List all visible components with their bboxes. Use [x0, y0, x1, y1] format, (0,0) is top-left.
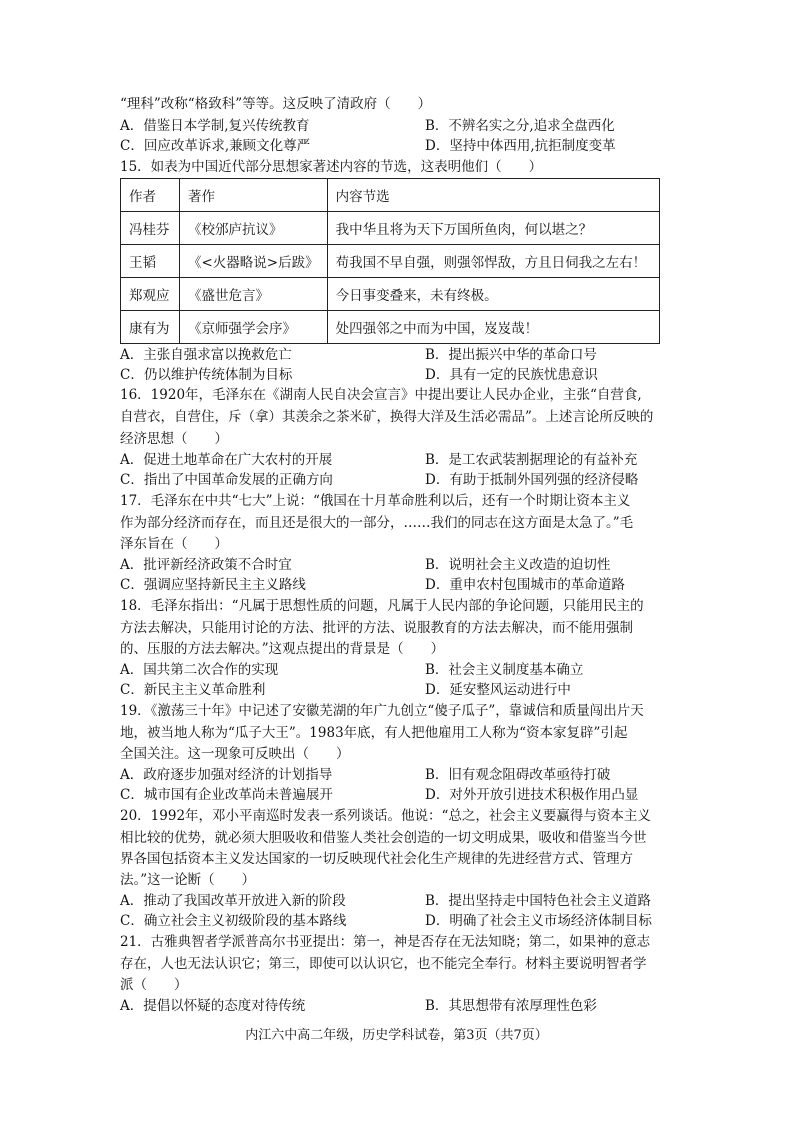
q17-stem-line-3: 泽东旨在（ ） — [120, 536, 228, 552]
table-header-cell: 作者 — [121, 179, 180, 212]
q14-option-a: A．借鉴日本学制,复兴传统教育 — [120, 118, 310, 134]
q15-stem: 15．如表为中国近代部分思想家著述内容的节选，这表明他们（ ） — [120, 159, 543, 175]
table-cell: 《京师强学会序》 — [180, 311, 328, 344]
q18-option-c: C．新民主主义革命胜利 — [120, 682, 266, 698]
table-header-row — [121, 179, 660, 212]
q21-stem-line-3: 派（ ） — [120, 977, 188, 993]
table-row — [121, 245, 660, 278]
q20-option-b: B．提出坚持走中国特色社会主义道路 — [425, 893, 651, 909]
table-header-cell: 内容节选 — [327, 179, 659, 212]
q17-option-b: B．说明社会主义改造的迫切性 — [425, 557, 611, 573]
q21-option-b: B．其思想带有浓厚理性色彩 — [425, 998, 597, 1014]
q20-option-d: D．明确了社会主义市场经济体制目标 — [425, 913, 652, 929]
table-row — [121, 311, 660, 344]
q20-stem-line-4: 法。”这一论断（ ） — [120, 872, 256, 888]
q20-stem-line-3: 界各国包括资本主义发达国家的一切反映现代社会化生产规律的先进经营方式、管理方 — [120, 851, 633, 867]
q15-option-b: B．提出振兴中华的革命口号 — [425, 347, 597, 363]
q16-stem-line-2: 自营衣，自营住，斥（拿）其羡余之茶米矿，换得大洋及生活必需品”。上述言论所反映的 — [120, 409, 654, 425]
table-cell: 王韬 — [121, 245, 180, 278]
q17-stem-line-2: 作为部分经济而存在，而且还是很大的一部分，……我们的同志在这方面是太急了。”毛 — [120, 515, 634, 531]
table-cell: 《盛世危言》 — [180, 278, 328, 311]
q15-option-d: D．具有一定的民族忧患意识 — [425, 367, 598, 383]
q16-option-a: A．促进土地革命在广大农村的开展 — [120, 452, 333, 468]
table-cell: 《校邠庐抗议》 — [180, 212, 328, 245]
table-row — [121, 212, 660, 245]
q15-option-c: C．仍以维护传统体制为目标 — [120, 367, 293, 383]
page-footer: 内江六中高二年级，历史学科试卷，第3页（共7页） — [245, 1028, 548, 1043]
q21-stem-line-1: 21．古雅典智者学派普高尔书亚提出：第一，神是否存在无法知晓；第二，如果神的意志 — [120, 934, 651, 950]
q14-option-d: D．坚持中体西用,抗拒制度变革 — [425, 138, 616, 154]
q18-option-d: D．延安整风运动进行中 — [425, 682, 571, 698]
table-cell: 康有为 — [121, 311, 180, 344]
q19-option-d: D．对外开放引进技术积极作用凸显 — [425, 787, 639, 803]
q18-stem-line-3: 的、压服的方法去解决。”这观点提出的背景是（ ） — [120, 641, 445, 657]
table-cell: 冯桂芬 — [121, 212, 180, 245]
q17-option-a: A．批评新经济政策不合时宜 — [120, 557, 292, 573]
q16-stem-line-1: 16．1920年，毛泽东在《湖南人民自决会宣言》中提出要让人民办企业，主张“自营食, — [120, 387, 642, 403]
table-cell: 苟我国不早自强，则强邻悍敌，方且日伺我之左右！ — [327, 245, 659, 278]
q19-stem-line-1: 19．《激荡三十年》中记述了安徽芜湖的年广九创立“傻子瓜子”，靠诚信和质量闯出片天 — [120, 703, 644, 719]
q17-option-d: D．重申农村包围城市的革命道路 — [425, 577, 625, 593]
table-header-cell: 著作 — [180, 179, 328, 212]
q18-option-b: B．社会主义制度基本确立 — [425, 662, 584, 678]
q15-table — [120, 178, 660, 344]
table-cell: 《<火器略说>后跋》 — [180, 245, 328, 278]
q16-option-c: C．指出了中国革命发展的正确方向 — [120, 472, 333, 488]
table-cell: 我中华且将为天下万国所鱼肉，何以堪之？ — [327, 212, 659, 245]
q21-stem-line-2: 存在，人也无法认识它；第三，即使可以认识它，也不能完全奉行。材料主要说明智者学 — [120, 956, 647, 972]
q20-option-a: A．推动了我国改革开放进入新的阶段 — [120, 893, 346, 909]
q20-stem-line-1: 20．1992年，邓小平南巡时发表一系列谈话。他说：“总之，社会主义要赢得与资本主义 — [120, 808, 651, 824]
q16-option-b: B．是工农武装割据理论的有益补充 — [425, 452, 638, 468]
q14-option-b: B．不辨名实之分,追求全盘西化 — [425, 118, 615, 134]
q17-stem-line-1: 17．毛泽东在中共“七大”上说：“俄国在十月革命胜利以后，还有一个时期让资本主义 — [120, 493, 631, 509]
q19-option-c: C．城市国有企业改革尚未普遍展开 — [120, 787, 333, 803]
q18-option-a: A．国共第二次合作的实现 — [120, 662, 279, 678]
table-row — [121, 278, 660, 311]
q19-option-b: B．旧有观念阻碍改革亟待打破 — [425, 767, 611, 783]
q16-stem-line-3: 经济思想（ ） — [120, 431, 228, 447]
q20-option-c: C．确立社会主义初级阶段的基本路线 — [120, 913, 347, 929]
q14-stem-tail: “理科”改称“格致科”等等。这反映了清政府（ ） — [120, 96, 432, 112]
q15-option-a: A．主张自强求富以挽救危亡 — [120, 347, 292, 363]
q21-option-a: A．提倡以怀疑的态度对待传统 — [120, 998, 306, 1014]
q16-option-d: D．有助于抵制外国列强的经济侵略 — [425, 472, 639, 488]
q20-stem-line-2: 相比较的优势，就必须大胆吸收和借鉴人类社会创造的一切文明成果，吸收和借鉴当今世 — [120, 830, 647, 846]
q14-option-c: C．回应改革诉求,兼顾文化尊严 — [120, 138, 311, 154]
q19-stem-line-2: 地，被当地人称为“瓜子大王”。1983年底，有人把他雇用工人称为“资本家复辟”引起 — [120, 725, 628, 741]
q19-option-a: A．政府逐步加强对经济的计划指导 — [120, 767, 333, 783]
table-cell: 今日事变叠来，未有终极。 — [327, 278, 659, 311]
q18-stem-line-2: 方法去解决，只能用讨论的方法、批评的方法、说服教育的方法去解决，而不能用强制 — [120, 620, 633, 636]
q17-option-c: C．强调应坚持新民主主义路线 — [120, 577, 306, 593]
q18-stem-line-1: 18．毛泽东指出：“凡属于思想性质的问题，凡属于人民内部的争论问题，只能用民主的 — [120, 598, 644, 614]
table-cell: 处四强邻之中而为中国，岌岌哉！ — [327, 311, 659, 344]
table-cell: 郑观应 — [121, 278, 180, 311]
q19-stem-line-3: 全国关注。这一现象可反映出（ ） — [120, 746, 350, 762]
